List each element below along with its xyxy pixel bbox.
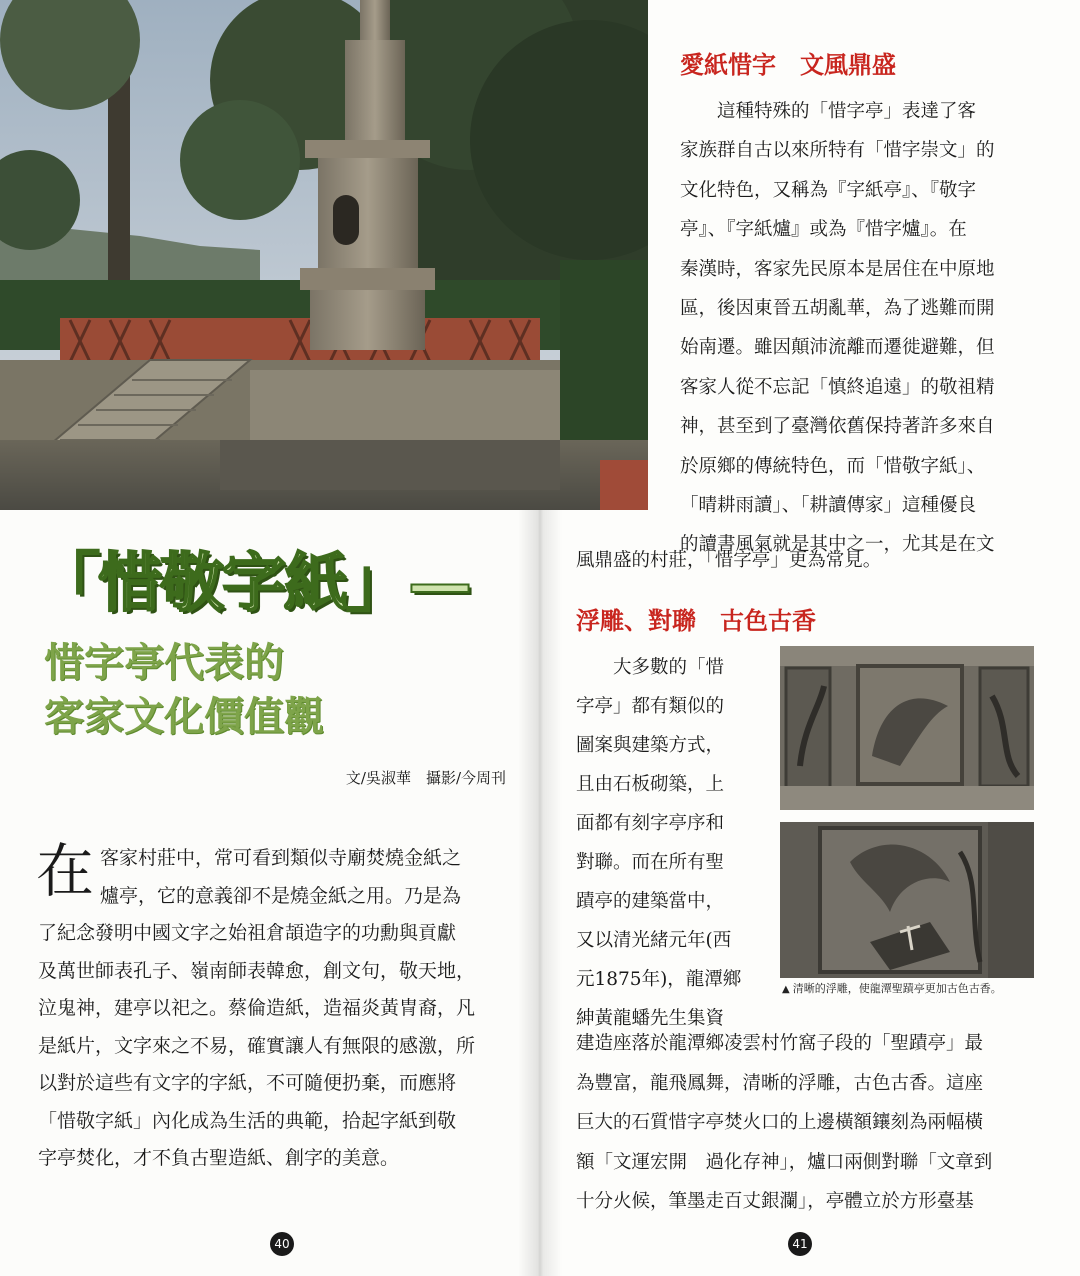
section-1-paragraph <box>680 92 1034 565</box>
page-number-left: 40 <box>270 1232 294 1256</box>
body-line: 文化特色，又稱為『字紙亭』、『敬字 <box>680 179 977 201</box>
body-line: 圖案與建築方式， <box>576 735 725 756</box>
body-line: 為豐富，龍飛鳳舞，清晰的浮雕，古色古香。這座 <box>576 1072 984 1094</box>
body-line: 對聯。而在所有聖 <box>576 852 725 873</box>
body-line: 「晴耕雨讀」、「耕讀傳家」這種優良 <box>680 494 977 516</box>
body-line: 大多數的「惜 <box>576 657 725 678</box>
body-line: 客家村莊中，常可看到類似寺廟焚燒金紙之 <box>100 847 462 869</box>
body-line: 於原鄉的傳統特色，而「惜敬字紙」、 <box>680 455 986 477</box>
photo-caption: ▲ 清晰的浮雕，使龍潭聖蹟亭更加古色古香。 <box>782 982 1002 995</box>
body-line: 建造座落於龍潭鄉凌雲村竹窩子段的「聖蹟亭」最 <box>576 1033 984 1054</box>
body-line: 紳黃龍蟠先生集資 <box>576 1008 725 1029</box>
section-2-paragraph <box>576 648 766 1038</box>
body-line: 及萬世師表孔子、嶺南師表韓愈，創文句，敬天地， <box>38 959 476 982</box>
body-line: 客家人從不忘記「慎終追遠」的敬祖精 <box>680 376 995 398</box>
body-line: 額「文運宏開 過化存神」，爐口兩側對聯「文章到 <box>576 1151 993 1173</box>
body-line: 泣鬼神，建亭以祀之。蔡倫造紙，造福炎黃冑裔，凡 <box>38 997 476 1019</box>
body-line: 以對於這些有文字的字紙，不可隨便扔棄，而應將 <box>38 1072 457 1094</box>
relief-carving-photo-top <box>780 646 1034 810</box>
article-subtitle-line-2: 客家文化價值觀 <box>44 693 324 740</box>
article-subtitle-line-1: 惜字亭代表的 <box>44 639 284 686</box>
body-line: 始南遷。雖因顛沛流離而遷徙避難，但 <box>680 337 995 359</box>
section-2-paragraph-continued <box>576 1024 1050 1222</box>
body-line: 秦漢時，客家先民原本是居住在中原地 <box>680 258 995 280</box>
body-line: 這種特殊的「惜字亭」表達了客 <box>680 101 977 122</box>
caption-triangle-icon: ▲ <box>782 984 790 995</box>
article-title: 「惜敬字紙」— <box>36 546 470 621</box>
body-line: 的讀書風氣就是其中之一，尤其是在文 <box>680 534 995 556</box>
body-line: 風鼎盛的村莊，「惜字亭」更為常見。 <box>576 550 882 571</box>
left-body-text <box>38 840 504 1178</box>
body-line: 是紙片，文字來之不易，確實讓人有無限的感激，所 <box>38 1034 476 1057</box>
body-line: 蹟亭的建築當中， <box>576 891 725 912</box>
body-line: 字亭」都有類似的 <box>576 696 725 717</box>
page-number-right: 41 <box>788 1232 812 1256</box>
section-1-paragraph-tail <box>576 541 1036 580</box>
pagoda-photo <box>0 0 648 510</box>
relief-carving-photo-bottom <box>780 822 1034 978</box>
body-line: 又以清光緒元年(西 <box>576 930 732 951</box>
body-line: 十分火候，筆墨走百丈銀瀾」，亭體立於方形臺基 <box>576 1191 974 1212</box>
drop-cap: 在 <box>36 837 95 905</box>
body-line: 字亭焚化，才不負古聖造紙、創字的美意。 <box>38 1147 400 1169</box>
body-line: 元1875年)，龍潭鄉 <box>576 969 742 990</box>
body-line: 巨大的石質惜字亭焚火口的上邊橫額鑲刻為兩幅橫 <box>576 1112 984 1133</box>
byline: 文/吳淑華 攝影/今周刊 <box>345 769 506 787</box>
body-line: 面都有刻字亭序和 <box>576 813 725 834</box>
body-line: 神，甚至到了臺灣依舊保持著許多來自 <box>680 416 995 438</box>
body-line: 「惜敬字紙」內化成為生活的典範，拾起字紙到敬 <box>38 1109 457 1132</box>
body-line: 且由石板砌築，上 <box>576 774 725 795</box>
body-line: 家族群自古以來所特有「惜字崇文」的 <box>680 140 995 162</box>
body-line: 了紀念發明中國文字之始祖倉頡造字的功勳與貢獻 <box>38 922 457 944</box>
body-line: 爐亭，它的意義卻不是燒金紙之用。乃是為 <box>100 884 462 907</box>
section-heading-2: 浮雕、對聯 古色古香 <box>576 607 816 635</box>
body-line: 區，後因東晉五胡亂華，為了逃難而開 <box>680 297 995 319</box>
section-heading-1: 愛紙惜字 文風鼎盛 <box>680 51 896 79</box>
body-line: 亭』、『字紙爐』或為『惜字爐』。在 <box>680 219 967 241</box>
